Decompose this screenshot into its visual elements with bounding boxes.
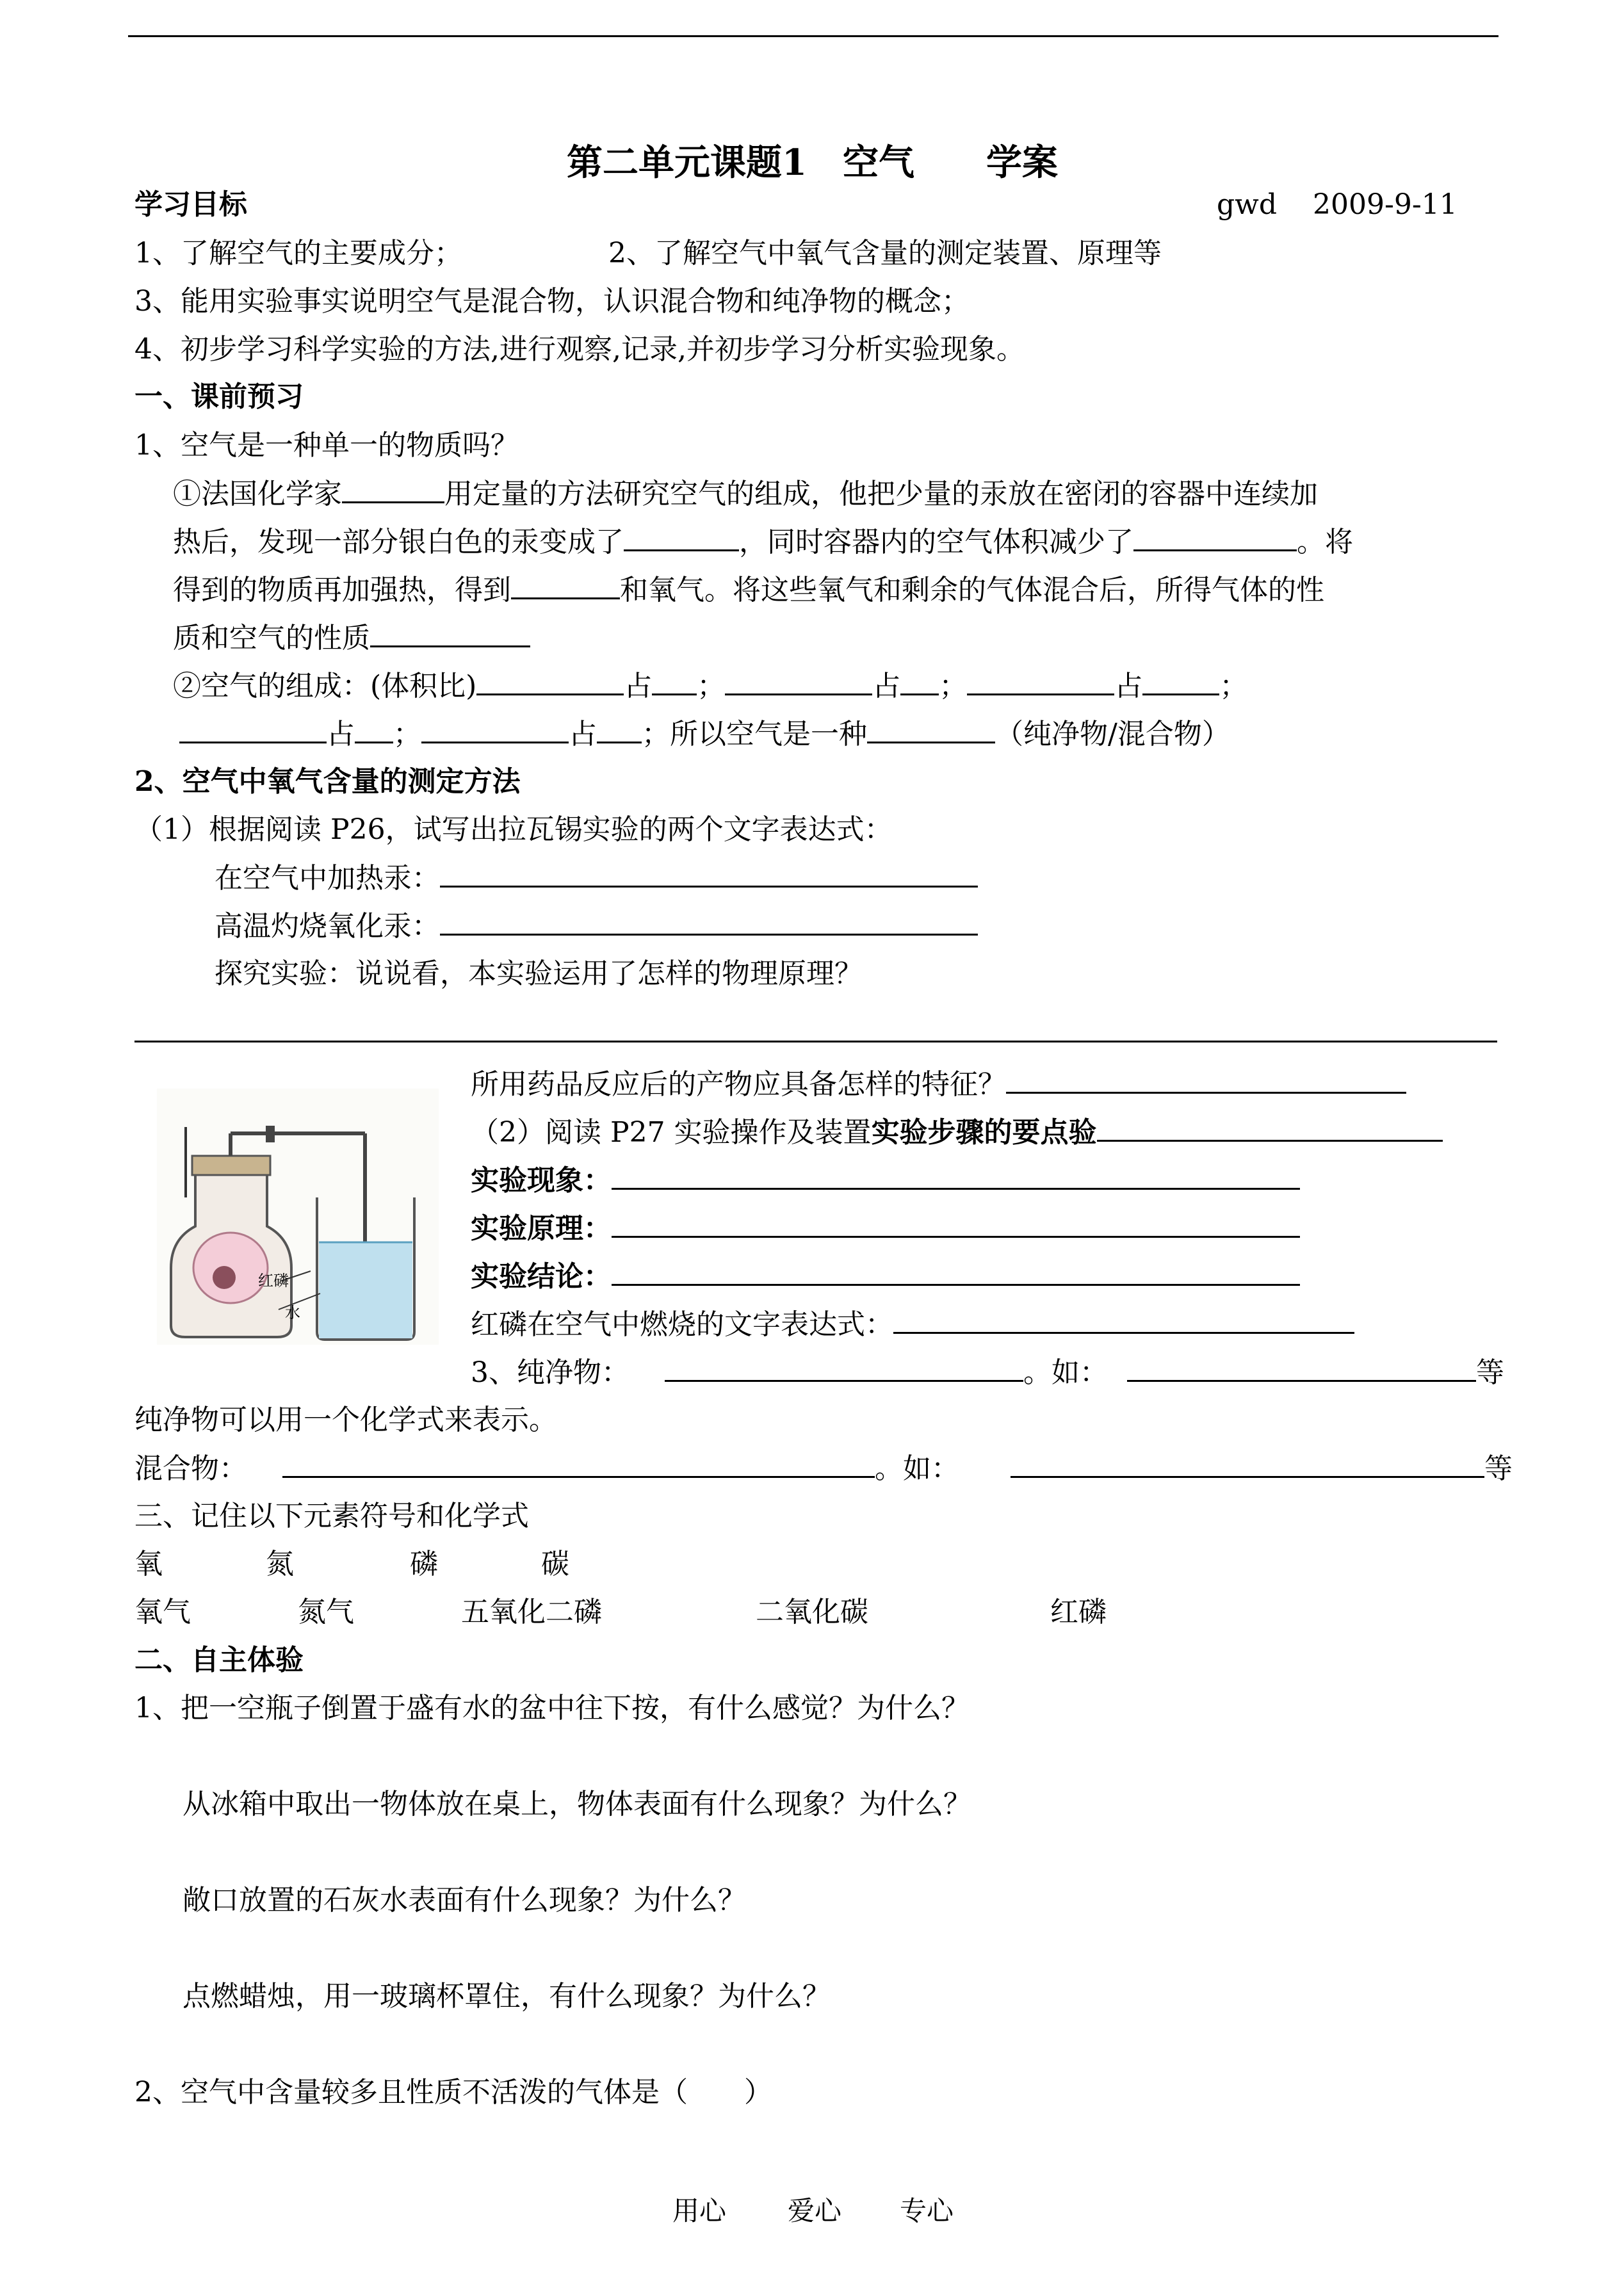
blank[interactable] [612, 1210, 1300, 1238]
experience-q1d: 点燃蜡烛，用一玻璃杯罩住，有什么现象？为什么？ [183, 1980, 831, 2013]
blank[interactable] [900, 668, 939, 695]
reading-1a: 在空气中加热汞： [215, 860, 978, 896]
section-1-heading: 一、课前预习 [134, 380, 304, 413]
apparatus-figure [157, 1089, 439, 1345]
footer-1: 用心 [672, 2195, 727, 2226]
experience-q1: 1、把一空瓶子倒置于盛有水的盆中往下按，有什么感觉？为什么？ [134, 1692, 970, 1724]
blank[interactable] [967, 668, 1114, 695]
experiment-phenomenon: 实验现象： [471, 1162, 1300, 1199]
blank[interactable] [612, 1162, 1300, 1190]
blank[interactable] [342, 476, 444, 503]
para-4: 质和空气的性质 [173, 620, 530, 656]
header-rule [128, 35, 1498, 37]
compound-oxygen: 氧气 [134, 1596, 191, 1628]
blank[interactable] [612, 1258, 1300, 1286]
blank[interactable] [652, 668, 697, 695]
question-2: 2、空气中氧气含量的测定方法 [134, 765, 521, 798]
element-p: 磷 [410, 1548, 438, 1580]
answer-rule [134, 1041, 1497, 1042]
pure-substance: 3、纯净物： 。如： 等 [471, 1354, 1504, 1391]
blank[interactable] [1011, 1450, 1484, 1478]
label-red-phosphorus: 红磷 [258, 1272, 289, 1290]
experiment-principle: 实验原理： [471, 1210, 1300, 1247]
blank[interactable] [476, 668, 624, 695]
pure-substance-note: 纯净物可以用一个化学式来表示。 [134, 1404, 557, 1436]
compound-co2: 二氧化碳 [756, 1596, 868, 1628]
question-1: 1、空气是一种单一的物质吗？ [134, 429, 519, 462]
blank[interactable] [1127, 1354, 1476, 1382]
compound-red-phosphorus: 红磷 [1050, 1596, 1107, 1628]
experience-q2: 2、空气中含量较多且性质不活泼的气体是（ ） [134, 2076, 772, 2109]
blank[interactable] [370, 620, 530, 647]
label-water: 水 [285, 1304, 300, 1322]
blank[interactable] [867, 716, 995, 743]
product-feature: 所用药品反应后的产物应具备怎样的特征？ [471, 1066, 1406, 1103]
blank[interactable] [725, 668, 872, 695]
compound-nitrogen: 氮气 [298, 1596, 354, 1628]
element-n: 氮 [266, 1548, 294, 1580]
blank[interactable] [1142, 668, 1219, 695]
reading-2: （2）阅读 P27 实验操作及装置实验步骤的要点验 [471, 1114, 1443, 1151]
blank[interactable] [665, 1354, 1023, 1382]
blank[interactable] [597, 716, 642, 743]
blank[interactable] [1006, 1066, 1406, 1094]
composition-line-1: ②空气的组成：(体积比) 占 ； 占 ； 占 ； [173, 668, 1247, 704]
reading-1b: 高温灼烧氧化汞： [215, 908, 978, 945]
blank[interactable] [355, 716, 393, 743]
objective-3: 3、能用实验事实说明空气是混合物，认识混合物和纯净物的概念； [134, 285, 970, 318]
objective-2: 2、了解空气中氧气含量的测定装置、原理等 [608, 237, 1162, 270]
footer-3: 专心 [900, 2195, 954, 2226]
experience-q1c: 敞口放置的石灰水表面有什么现象？为什么？ [183, 1884, 746, 1917]
combustion-expression: 红磷在空气中燃烧的文字表达式： [471, 1306, 1354, 1343]
date: 2009-9-11 [1313, 188, 1458, 221]
blank[interactable] [282, 1450, 875, 1478]
author: gwd [1217, 188, 1277, 221]
para-2: 热后，发现一部分银白色的汞变成了 ，同时容器内的空气体积减少了 。将 [173, 524, 1353, 560]
footer-2: 爱心 [788, 2195, 842, 2226]
blank[interactable] [1097, 1114, 1443, 1142]
page-title: 第二单元课题1 空气 学案 [567, 142, 1058, 184]
blank[interactable] [179, 716, 327, 743]
composition-line-2: 占 ； 占 ；所以空气是一种 （纯净物/混合物） [179, 716, 1230, 752]
blank[interactable] [893, 1306, 1354, 1334]
compound-p2o5: 五氧化二磷 [461, 1596, 602, 1628]
mixture: 混合物： 。如： 等 [134, 1450, 1513, 1487]
reading-1: （1）根据阅读 P26，试写出拉瓦锡实验的两个文字表达式： [134, 813, 893, 846]
blank[interactable] [511, 572, 620, 599]
section-2-heading: 二、自主体验 [134, 1644, 304, 1676]
blank[interactable] [440, 908, 978, 936]
blank[interactable] [624, 524, 739, 551]
blank[interactable] [1133, 524, 1297, 551]
section-3-heading: 三、记住以下元素符号和化学式 [134, 1500, 529, 1532]
objectives-heading: 学习目标 [134, 188, 247, 221]
objective-4: 4、初步学习科学实验的方法,进行观察,记录,并初步学习分析实验现象。 [134, 333, 1025, 366]
objective-1: 1、了解空气的主要成分； [134, 237, 462, 270]
element-c: 碳 [541, 1548, 569, 1580]
experience-q1b: 从冰箱中取出一物体放在桌上，物体表面有什么现象？为什么？ [183, 1788, 971, 1821]
blank[interactable] [421, 716, 569, 743]
blank[interactable] [440, 860, 978, 888]
element-o: 氧 [134, 1548, 163, 1580]
para-3: 得到的物质再加强热，得到 和氧气。将这些氧气和剩余的气体混合后，所得气体的性 [173, 572, 1324, 608]
reading-1c: 探究实验：说说看，本实验运用了怎样的物理原理？ [215, 957, 863, 990]
para-1: ①法国化学家 用定量的方法研究空气的组成，他把少量的汞放在密闭的容器中连续加 [173, 476, 1318, 512]
experiment-conclusion: 实验结论： [471, 1258, 1300, 1295]
